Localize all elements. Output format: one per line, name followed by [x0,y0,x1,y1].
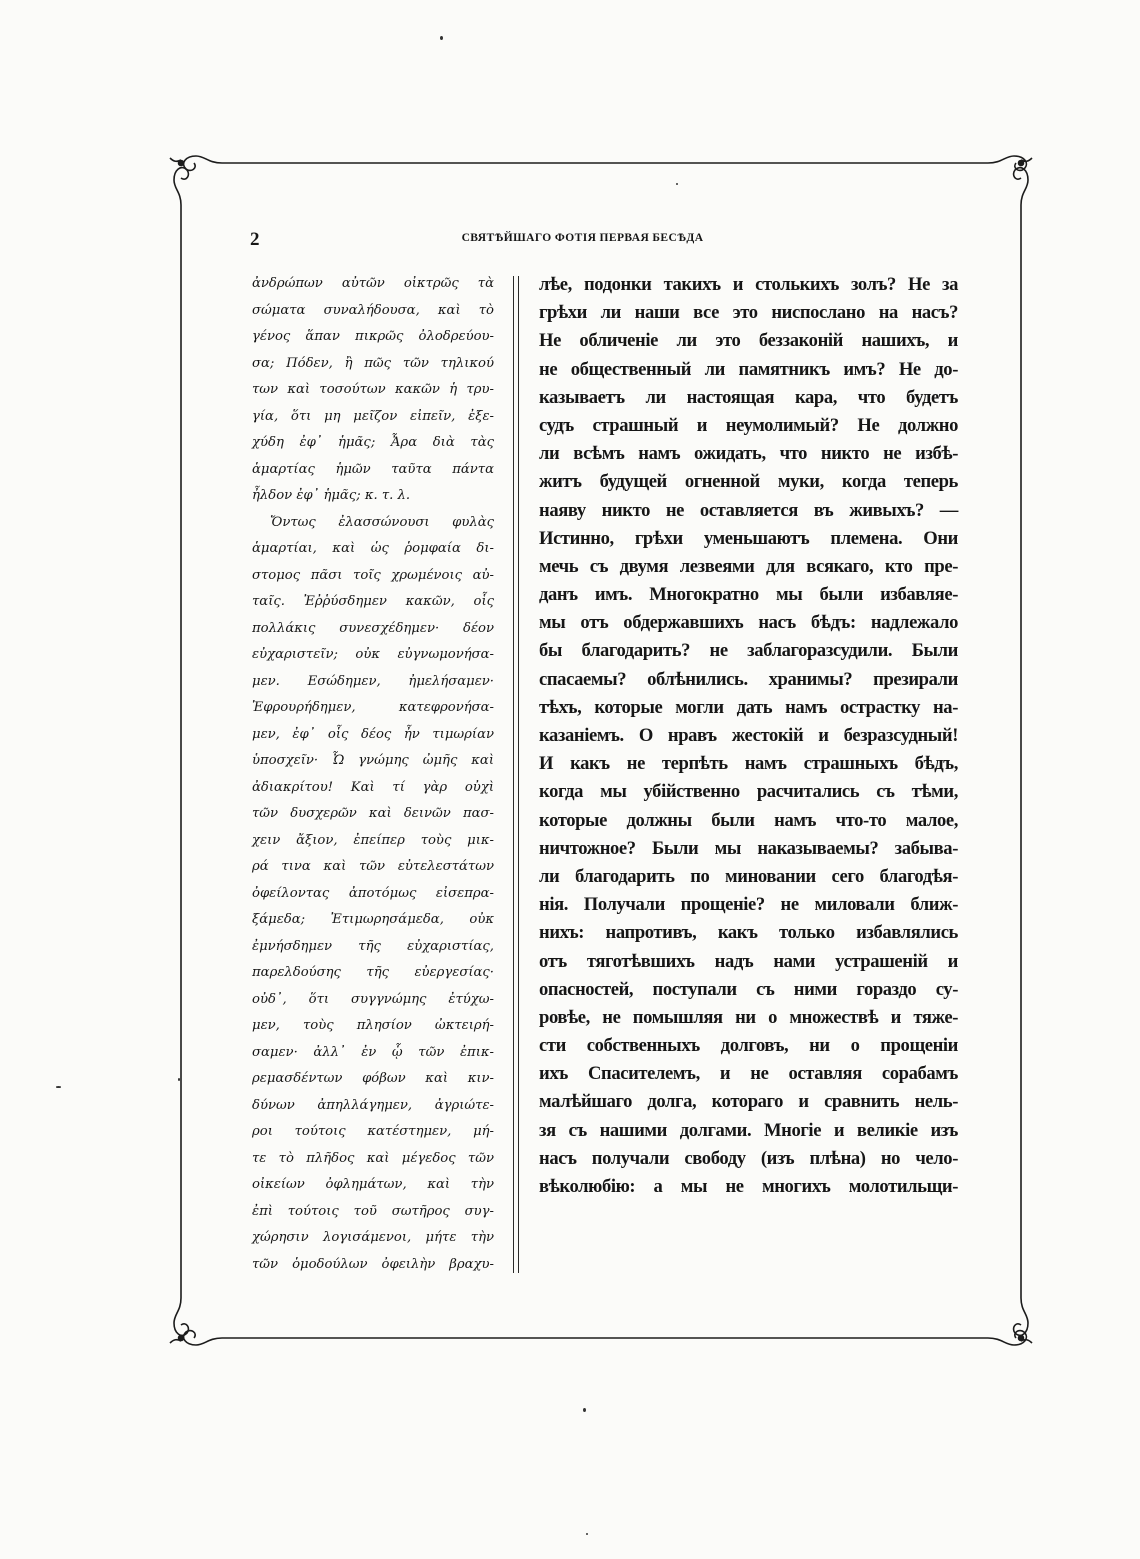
text-line: Не обличеніе ли это беззаконій нашихъ, и [539,330,958,352]
text-line: οὐδ᾽, ὅτι συγγνώμης ἐτύχω- [252,991,494,1007]
scan-speck [440,36,443,40]
text-line: спасаемы? облѣнились. хранимы? презирали [539,668,958,690]
text-line: опасностей, поступали съ ними гораздо су- [539,978,958,1000]
text-line: ροι τούτοις κατέστημεν, μή- [252,1124,494,1139]
text-line: παρελδούσης τῆς εὐεργεσίας· [252,965,494,980]
text-line: нія. Получали прощеніе? не миловали ближ- [539,894,958,916]
text-line: судъ страшный и неумолимый? Не должно [539,414,958,436]
text-line: μεν. Εσώδημεν, ἠμελήσαμεν· [252,673,494,689]
text-line: μεν, τοὺς πλησίον ὠκτειρή- [252,1018,494,1033]
text-line: ὑποσχεῖν· Ὦ γνώμης ὠμῆς καὶ [252,753,494,768]
text-line: γία, ὅτι μη μεῖζον εἰπεῖν, ἐξε- [252,408,494,424]
text-line: ли всѣмъ намъ ожидать, что никто не избѣ- [539,443,958,465]
text-line: εὐχαριστεῖν; οὐκ εὐγνωμονήσα- [252,647,494,662]
scan-speck [676,183,678,185]
text-line: наяву никто не оставляется въ живыхъ? — [539,499,958,521]
scan-speck [56,1086,61,1088]
corner-flourish-top-right [988,156,1032,205]
text-line: ξάμεδα; Ἐτιμωρησάμεδα, οὐκ [252,912,494,927]
text-line: вѣколюбію: а мы не многихъ молотильщи- [539,1176,958,1197]
text-line: лѣе, подонки такихъ и столькихъ золъ? Не за [539,274,958,295]
text-line: отъ тяготѣвшихъ надъ нами устрашеній и [539,950,958,972]
text-line: τε τὸ πλῆδος καὶ μέγεδος τῶν [252,1150,494,1166]
text-line: зя съ нашими долгами. Многіе и великіе изъ [539,1119,958,1141]
text-line: бы благодарить? не заблагоразсудили. Были [539,640,958,662]
column-rule-left [513,276,514,1273]
text-line: мы отъ обдержавшихъ насъ бѣдъ: надлежало [539,612,958,634]
corner-flourish-bottom-left [170,1298,222,1345]
text-line: μεν, ἐφ᾽ οἷς δέος ἦν τιμωρίαν [252,726,494,742]
text-line: σα; Πόδεν, ἢ πῶς τῶν τηλικού [252,355,494,371]
text-line: ἦλδον ἐφ᾽ ἡμᾶς; κ. τ. λ. [252,488,411,503]
text-line: данъ имъ. Многократно мы были избавляе- [539,584,958,606]
text-line: ρά τινα καὶ τῶν εὐτελεστάτων [252,859,494,874]
text-line: ἐπὶ τούτοις τοῦ σωτῆρος συγ- [252,1203,494,1219]
text-line: τῶν δυσχερῶν καὶ δεινῶν πασ- [252,806,494,821]
text-line: тѣхъ, которые могли дать намъ острастку на- [539,696,958,718]
text-line: И какъ не терпѣть намъ страшныхъ бѣдъ, [539,753,958,775]
scan-speck [586,1533,588,1535]
text-line: στομος πᾶσι τοῖς χρωμένοις αὐ- [252,567,494,583]
text-line: χύδη ἐφ᾽ ἡμᾶς; Ἆρα διὰ τὰς [252,435,494,450]
text-line: χώρησιν λογισάμενοι, μήτε τὴν [252,1230,494,1245]
text-line: οἰκείων ὀφλημάτων, καὶ τὴν [252,1177,494,1192]
greek-text-column [252,271,494,1278]
text-line: Ὄντως ἐλασσώνουσι φυλὰς [270,514,494,530]
text-line: когда мы убійственно расчитались съ тѣми, [539,781,958,803]
text-line: ἁμαρτίας ἡμῶν ταῦτα πάντα [252,461,494,477]
text-line: малѣйшаго долга, котораго и сравнить нель- [539,1091,958,1113]
text-line: Истинно, грѣхи уменьшаютъ племена. Они [539,527,958,549]
page-number: 2 [250,229,260,250]
text-line: казываетъ ли настоящая кара, что будетъ [539,386,958,408]
text-line: казаніемъ. О нравъ жестокій и безразсудный! [539,725,958,746]
text-line: житъ будущей огненной муки, когда теперь [539,471,958,493]
text-line: ихъ Спасителемъ, и не оставляя сорабамъ [539,1063,958,1085]
text-line: τῶν ὁμοδούλων ὀφειλὴν βραχυ- [252,1256,494,1272]
corner-flourish-bottom-right [988,1298,1032,1345]
text-line: ταῖς. Ἐῤῥύσδημεν κακῶν, οἷς [252,594,494,609]
text-line: χειν ἄξιον, ἐπείπερ τοὺς μικ- [252,832,494,848]
text-line: ἀδιακρίτου! Καὶ τί γὰρ οὐχὶ [252,779,494,795]
column-rule-right [518,276,519,1273]
text-line: σώματα συναλήδουσα, καὶ τὸ [252,302,494,318]
text-line: которые должны были намъ что-то малое, [539,809,958,831]
text-line: ἁμαρτίαι, καὶ ὡς ῥομφαία δι- [252,541,494,556]
text-line: σαμεν· ἀλλ᾽ ἐν ᾧ τῶν ἐπικ- [252,1044,494,1060]
text-line: των καὶ τοσούτων κακῶν ἡ τρυ- [252,382,494,397]
text-line: δύνων ἀπηλλάγημεν, ἀγριώτε- [252,1097,494,1113]
scan-speck [178,1078,180,1081]
text-line: сти собственныхъ долговъ, ни о прощеніи [539,1035,958,1057]
russian-text-column [539,271,958,1201]
text-line: мечь съ двумя лезвеями для всякаго, кто пре- [539,555,958,577]
scan-speck [583,1408,586,1412]
corner-flourish-top-left [170,156,222,205]
text-line: нихъ: напротивъ, какъ только избавлялись [539,922,958,944]
text-line: γένος ἅπαν πικρῶς ὀλοδρεύου- [252,329,494,344]
text-line: грѣхи ли наши все это ниспослано на насъ? [539,302,958,324]
text-line: ἐμνήσδημεν τῆς εὐχαριστίας, [252,938,494,954]
text-line: ровѣе, не помышляя ни о множествѣ и тяже- [539,1006,958,1028]
text-line: ли благодарить по миновании сего благодѣя- [539,865,958,887]
running-head: СВЯТѢЙШАГО ФОТІЯ ПЕРВАЯ БЕСѢДА [461,232,704,244]
text-line: ничтожное? Были мы наказываемы? забыва- [539,837,958,859]
text-line: ὀφείλοντας ἀποτόμως εἰσεπρα- [252,885,494,901]
text-line: πολλάκις συνεσχέδημεν· δέον [252,620,494,636]
text-line: ρεμασδέντων φόβων καὶ κιν- [252,1071,494,1086]
text-line: не общественный ли памятникъ имъ? Не до- [539,358,958,380]
text-line: Ἐφρουρήδημεν, κατεφρονήσα- [252,700,494,715]
text-line: насъ получали свободу (изъ плѣна) но чело- [539,1147,958,1169]
text-line: ἀνδρώπων αὐτῶν οἰκτρῶς τὰ [252,276,494,291]
